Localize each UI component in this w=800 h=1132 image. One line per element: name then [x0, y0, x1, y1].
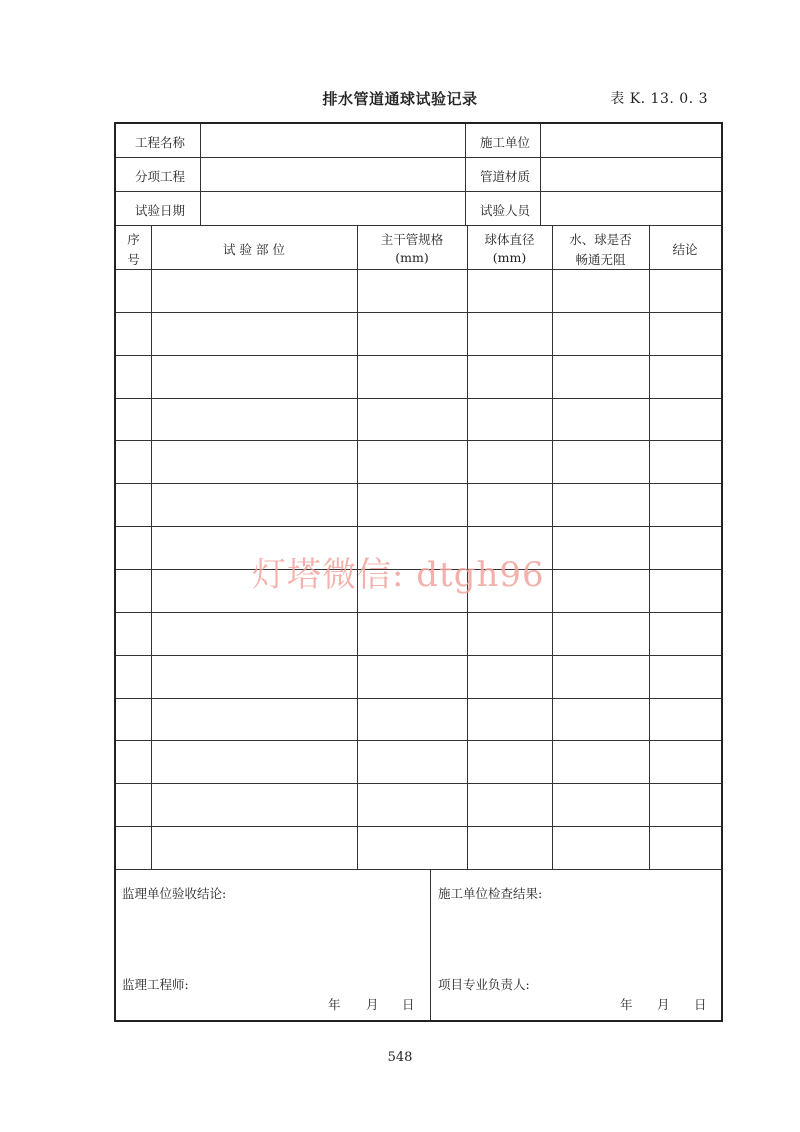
row-divider — [116, 740, 721, 741]
project-manager-label: 项目专业负责人: — [438, 977, 530, 992]
flow-header: 畅通无阻 — [575, 252, 626, 267]
supervisor-date-month: 月 — [366, 997, 379, 1012]
info-divider — [465, 124, 466, 225]
row-divider — [116, 312, 721, 313]
row-divider — [116, 826, 721, 827]
info-divider — [200, 124, 201, 225]
info-divider — [116, 157, 721, 158]
contractor-date-year: 年 — [620, 997, 633, 1012]
main-pipe-header: 主干管规格 — [380, 232, 444, 247]
supervisor-engineer-label: 监理工程师: — [122, 977, 189, 992]
main-pipe-unit: (mm) — [395, 250, 429, 265]
flow-header: 水、球是否 — [569, 232, 632, 247]
form-code: 表 K. 13. 0. 3 — [610, 91, 708, 107]
contractor-result-label: 施工单位检查结果: — [438, 886, 543, 901]
ball-diameter-unit: (mm) — [492, 250, 527, 265]
column-divider — [552, 225, 553, 869]
page-number: 548 — [387, 1050, 413, 1065]
conclusion-header: 结论 — [672, 242, 698, 257]
test-date-label: 试验日期 — [135, 203, 186, 218]
watermark: 灯塔微信: dtgh96 — [252, 555, 545, 595]
seq-header: 号 — [127, 252, 140, 267]
column-divider — [151, 225, 152, 869]
supervisor-date-day: 日 — [402, 997, 415, 1012]
project-name-label: 工程名称 — [135, 135, 186, 150]
row-divider — [116, 355, 721, 356]
row-divider — [116, 440, 721, 441]
header-divider — [116, 269, 721, 270]
row-divider — [116, 398, 721, 399]
tester-label: 试验人员 — [480, 203, 531, 218]
contractor-date-month: 月 — [657, 997, 670, 1012]
contractor-date-day: 日 — [694, 997, 707, 1012]
seq-header: 序 — [127, 232, 140, 247]
supervisor-date-year: 年 — [328, 997, 341, 1012]
document-title: 排水管道通球试验记录 — [322, 90, 478, 108]
row-divider — [116, 698, 721, 699]
ball-diameter-header: 球体直径 — [484, 232, 535, 247]
location-header: 试 验 部 位 — [223, 242, 285, 257]
sub-project-label: 分项工程 — [135, 169, 186, 184]
row-divider — [116, 612, 721, 613]
info-divider — [116, 225, 721, 226]
column-divider — [649, 225, 650, 869]
supervisor-conclusion-label: 监理单位验收结论: — [122, 886, 227, 901]
construction-unit-label: 施工单位 — [480, 135, 531, 150]
row-divider — [116, 783, 721, 784]
info-divider — [540, 124, 541, 225]
pipe-material-label: 管道材质 — [480, 169, 531, 184]
info-divider — [116, 191, 721, 192]
row-divider — [116, 655, 721, 656]
signoff-divider — [430, 869, 431, 1020]
row-divider — [116, 483, 721, 484]
table-bottom-divider — [116, 869, 721, 870]
row-divider — [116, 526, 721, 527]
